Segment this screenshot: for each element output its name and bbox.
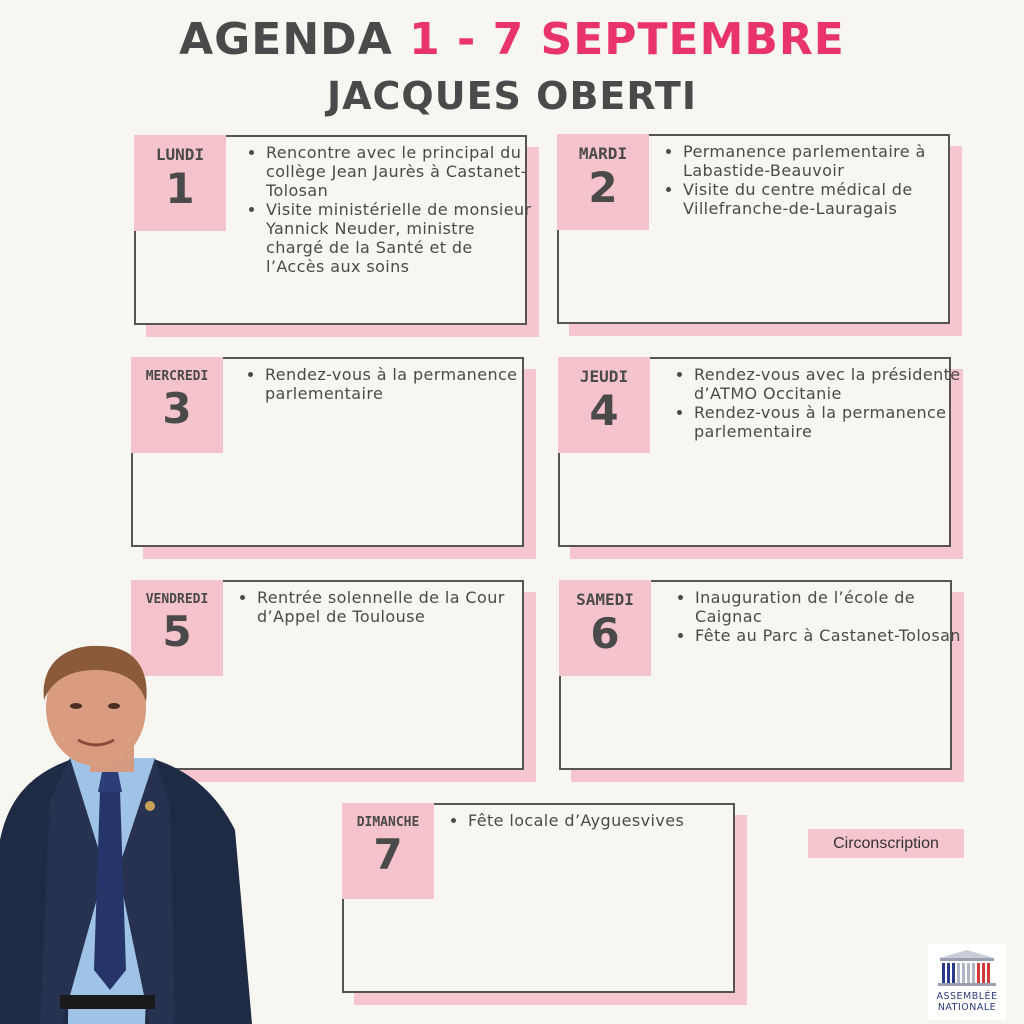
list-item: • Fête locale d’Ayguesvives bbox=[468, 811, 748, 830]
day-card-lundi bbox=[134, 135, 532, 325]
logo-line-2: NATIONALE bbox=[937, 1002, 997, 1013]
list-item: • Rencontre avec le principal du collège Jean Jaurès à Castanet-Tolosan bbox=[266, 143, 536, 200]
day-name: MARDI bbox=[578, 144, 628, 163]
day-name: MERCREDI bbox=[145, 369, 209, 384]
event-list bbox=[661, 142, 963, 218]
page-subtitle: JACQUES OBERTI bbox=[327, 74, 697, 118]
circonscription-badge: Circonscription bbox=[808, 829, 964, 858]
list-item: • Rentrée solennelle de la Cour d’Appel de Toulouse bbox=[257, 588, 539, 626]
list-item: • Rendez-vous à la permanence parlementaire bbox=[265, 365, 525, 403]
day-badge bbox=[557, 134, 649, 230]
day-name: JEUDI bbox=[579, 367, 629, 386]
list-item: • Rendez-vous à la permanence parlementaire bbox=[694, 403, 962, 441]
day-number: 1 bbox=[165, 164, 195, 213]
day-card-dimanche bbox=[342, 803, 735, 993]
day-card-jeudi bbox=[558, 357, 961, 547]
day-number: 2 bbox=[588, 163, 618, 212]
day-name: VENDREDI bbox=[145, 592, 209, 607]
list-item: • Permanence parlementaire à Labastide-Beauvoir bbox=[683, 142, 963, 180]
day-badge bbox=[131, 357, 223, 453]
assemblee-nationale-logo bbox=[928, 944, 1006, 1020]
day-number: 3 bbox=[162, 384, 192, 433]
day-number: 5 bbox=[162, 607, 192, 656]
list-item: • Inauguration de l’école de Caignac bbox=[695, 588, 965, 626]
logo-text bbox=[928, 991, 1006, 1013]
list-item: • Rendez-vous avec la présidente d’ATMO Occitanie bbox=[694, 365, 962, 403]
event-list bbox=[235, 588, 539, 626]
day-number: 4 bbox=[589, 386, 619, 435]
day-badge bbox=[134, 135, 226, 231]
event-list bbox=[244, 143, 536, 276]
event-list bbox=[672, 365, 962, 441]
event-list bbox=[446, 811, 748, 830]
page-title bbox=[0, 14, 1024, 65]
day-badge bbox=[342, 803, 434, 899]
title-prefix: AGENDA bbox=[179, 14, 393, 65]
event-list bbox=[673, 588, 965, 645]
hemicycle-icon bbox=[928, 944, 1006, 990]
day-card-mardi bbox=[557, 134, 950, 324]
list-item: • Fête au Parc à Castanet-Tolosan bbox=[695, 626, 965, 645]
logo-line-1: ASSEMBLÉE bbox=[936, 991, 998, 1002]
list-item: • Visite du centre médical de Villefranche-de-Lauragais bbox=[683, 180, 963, 218]
event-list bbox=[243, 365, 525, 403]
day-name: LUNDI bbox=[155, 145, 205, 164]
title-dates: 1 - 7 SEPTEMBRE bbox=[409, 14, 845, 65]
day-badge bbox=[558, 357, 650, 453]
day-card-samedi bbox=[559, 580, 961, 770]
day-name: SAMEDI bbox=[576, 590, 634, 609]
day-card-mercredi bbox=[131, 357, 524, 547]
day-number: 6 bbox=[590, 609, 620, 658]
portrait-photo bbox=[0, 640, 260, 1024]
day-name: DIMANCHE bbox=[356, 815, 420, 830]
day-number: 7 bbox=[373, 830, 403, 879]
day-badge bbox=[559, 580, 651, 676]
list-item: • Visite ministérielle de monsieur Yannick Neuder, ministre chargé de la Santé et de l’Accès aux soins bbox=[266, 200, 536, 276]
